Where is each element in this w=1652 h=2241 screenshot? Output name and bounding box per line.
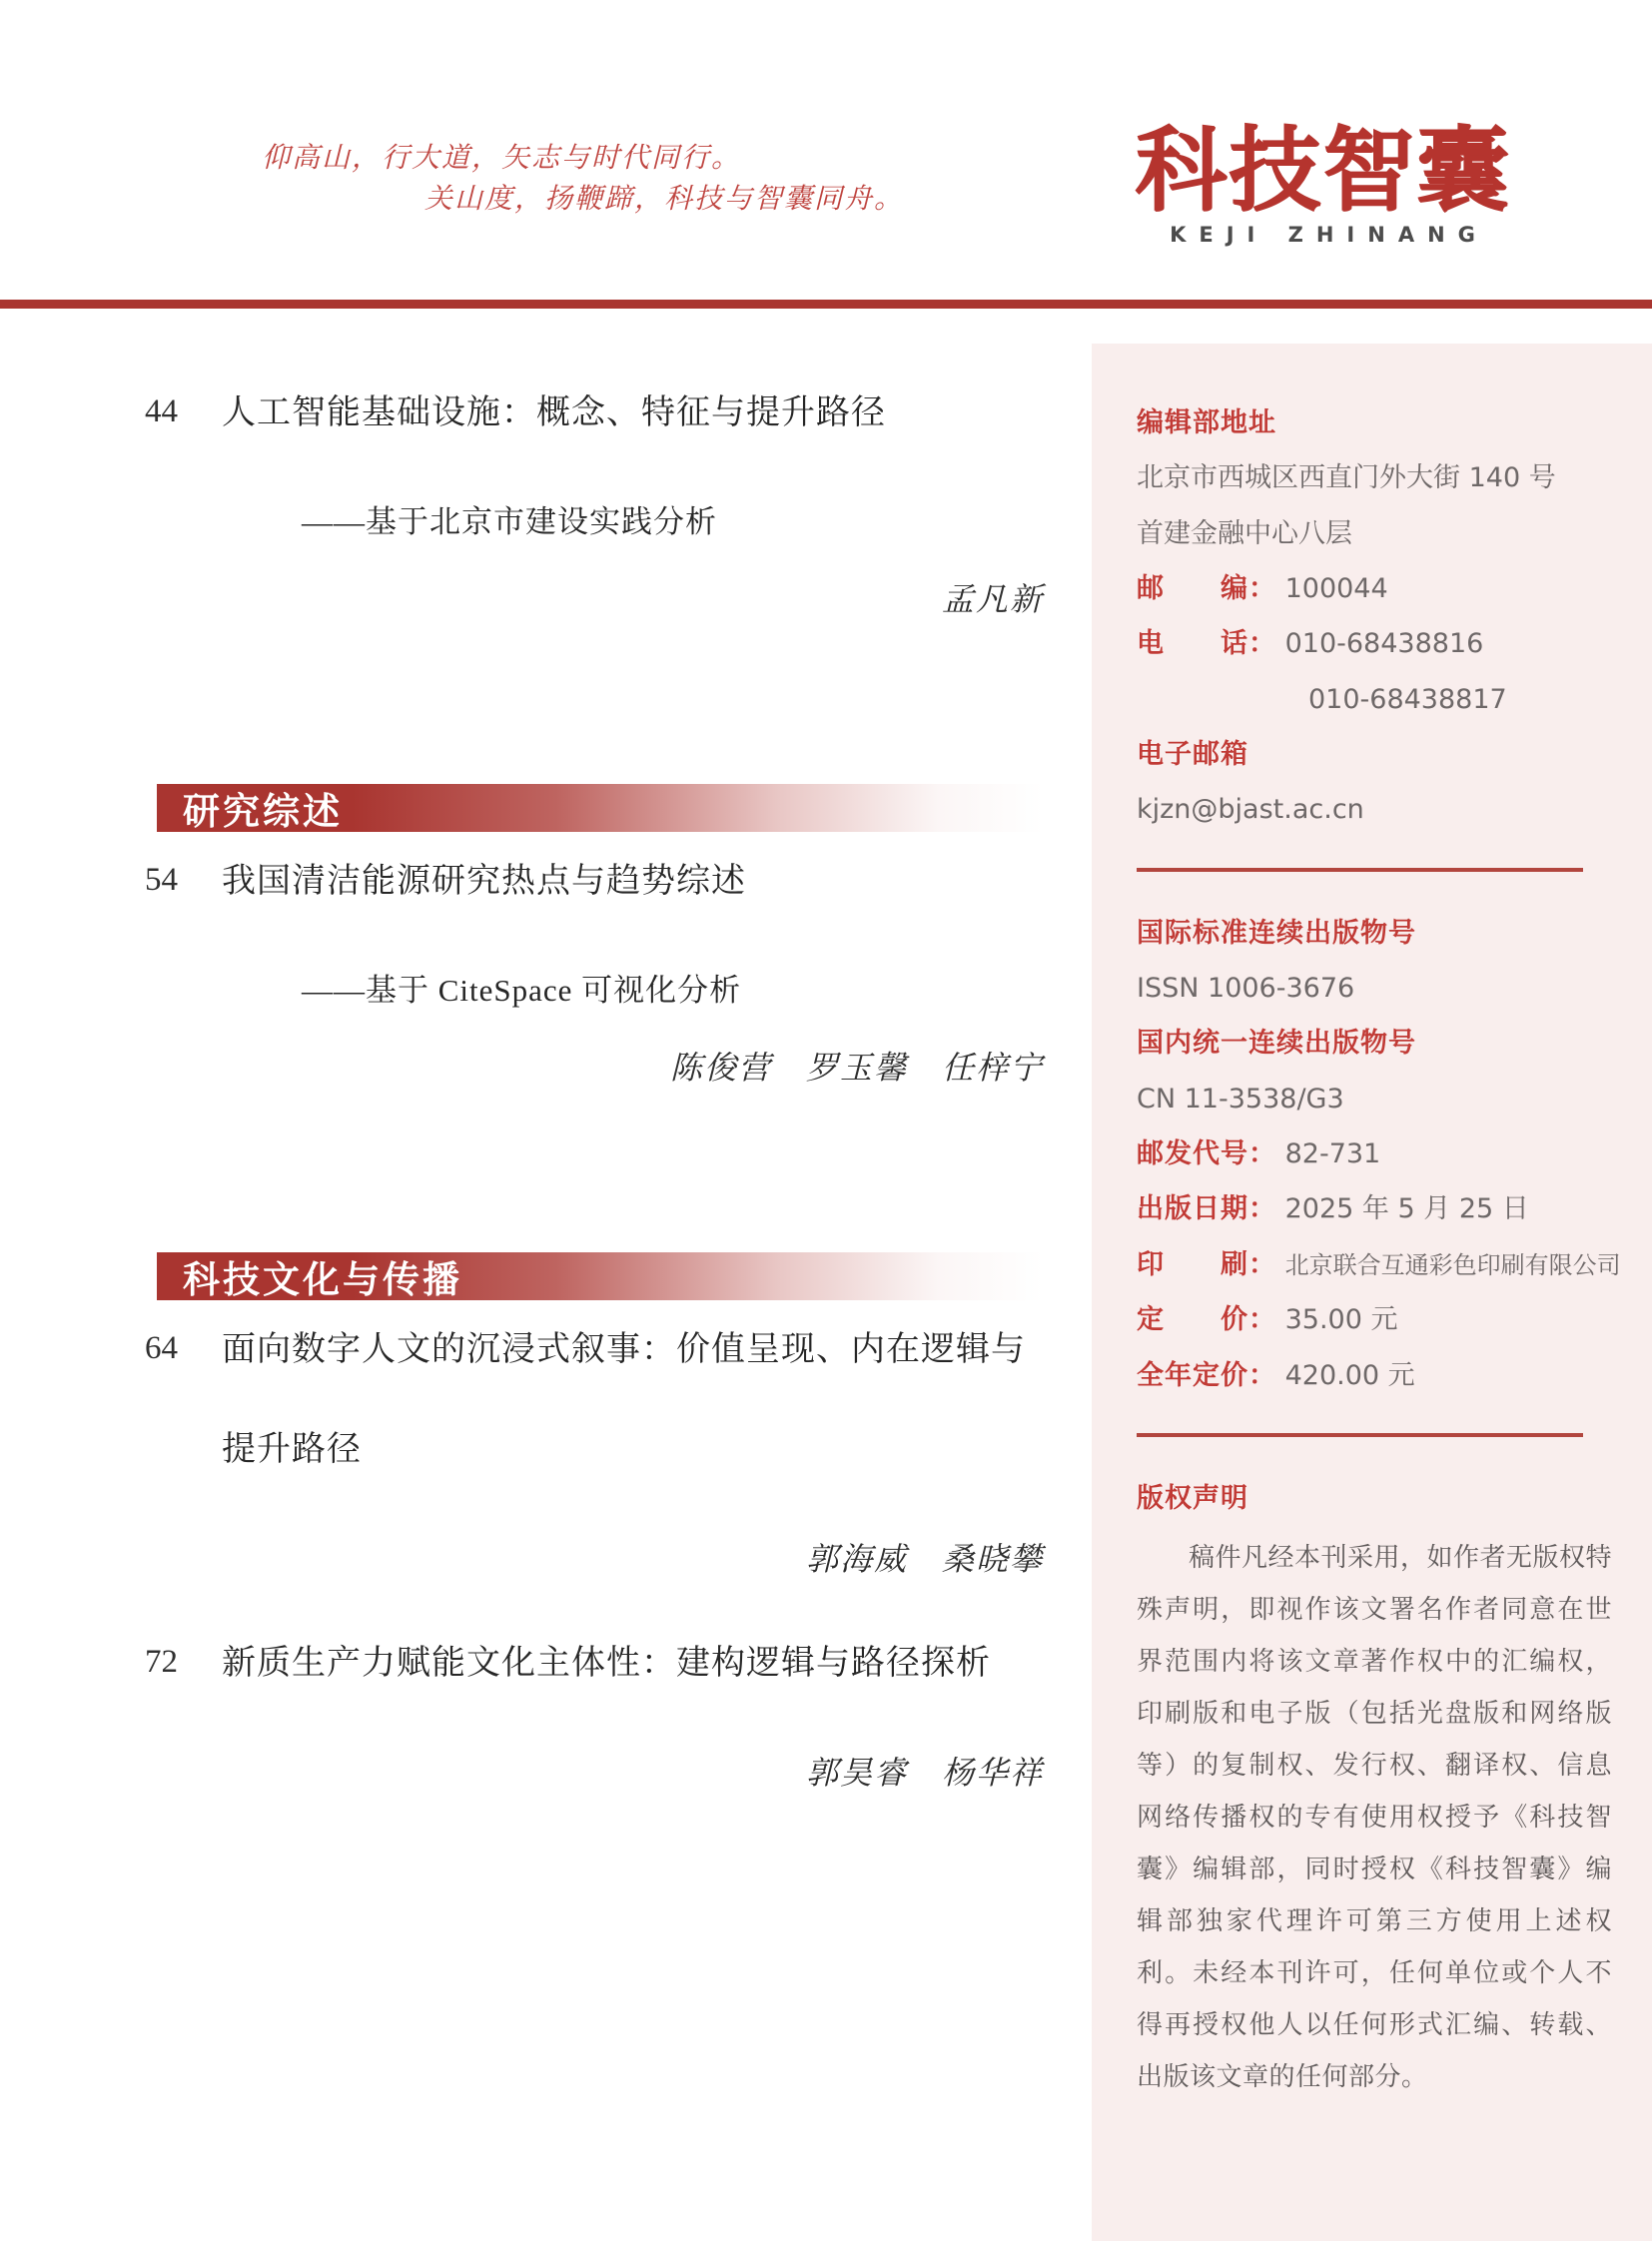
article-page-number: 64	[145, 1329, 178, 1366]
article-page-number: 72	[145, 1643, 178, 1680]
printer-row	[1137, 1237, 1621, 1292]
price-value: 35.00 元	[1284, 1304, 1398, 1336]
article-title: 新质生产力赋能文化主体性：建构逻辑与路径探析	[222, 1644, 991, 1682]
cn-value: CN 11-3538/G3	[1137, 1083, 1344, 1115]
colon: ：	[1248, 1193, 1276, 1225]
issn-label: 国际标准连续出版物号	[1137, 917, 1416, 949]
article-page-number: 44	[145, 393, 178, 429]
article-head	[145, 1300, 1044, 1501]
cn-label: 国内统一连续出版物号	[1137, 1028, 1416, 1060]
issn-value: ISSN 1006-3676	[1137, 973, 1355, 1005]
content-area	[0, 309, 1652, 2241]
toc-article-54	[145, 832, 1044, 1088]
address-line-2: 首建金融中心八层	[1137, 517, 1352, 549]
section-bar-sci-tech-culture	[157, 1252, 1044, 1300]
printer-label: 印 刷	[1137, 1248, 1248, 1280]
pub-date-label: 出版日期	[1137, 1193, 1248, 1225]
phone-value-1: 010-68438816	[1284, 628, 1484, 660]
journal-logo-title: 科技智囊	[1134, 116, 1510, 224]
email-label: 电子邮箱	[1137, 739, 1248, 771]
section-bar-label: 科技文化与传播	[183, 1257, 462, 1301]
phone-value-2: 010-68438817	[1308, 683, 1507, 715]
pub-date-row	[1137, 1181, 1612, 1236]
phone-label: 电 话	[1137, 628, 1248, 660]
slogan-line-2: 关山度，扬鞭蹄，科技与智囊同舟。	[424, 184, 905, 215]
toc-article-64	[145, 1300, 1044, 1579]
slogan-line-1: 仰高山，行大道，矢志与时代同行。	[262, 143, 742, 174]
annual-price-label: 全年定价	[1137, 1359, 1248, 1391]
printer-value: 北京联合互通彩色印刷有限公司	[1284, 1250, 1621, 1279]
postal-code-value: 82-731	[1284, 1138, 1381, 1170]
colon: ：	[1248, 1304, 1276, 1336]
article-authors: 郭昊睿 杨华祥	[805, 1755, 1044, 1792]
annual-price-row	[1137, 1348, 1612, 1403]
copyright-body: 稿件凡经本刊采用，如作者无版权特殊声明，即视作该文署名作者同意在世界范围内将该文章著作权中的汇编权，印刷版和电子版（包括光盘版和网络版等）的复制权、发行权、翻译权、信息网络传播权的专有使用权授予《科技智囊》编辑部，同时授权《科技智囊》编辑部独家代理许可第三方使用上述权利。未经本刊许可，任何单位或个人不得再授权他人以任何形式汇编、转载、出版该文章的任何部分。	[1137, 1543, 1613, 2093]
toc-article-44	[145, 364, 1044, 619]
header-rule	[0, 300, 1652, 309]
postal-code-row	[1137, 1126, 1612, 1181]
sidebar-divider	[1137, 1433, 1583, 1437]
pub-date-value: 2025 年 5 月 25 日	[1284, 1193, 1529, 1225]
journal-slogan	[262, 138, 904, 220]
postcode-row	[1137, 561, 1612, 616]
colon: ：	[1248, 1359, 1276, 1391]
article-title: 面向数字人文的沉浸式叙事：价值呈现、内在逻辑与提升路径	[222, 1330, 1026, 1469]
price-row	[1137, 1292, 1612, 1347]
article-head	[145, 1614, 1044, 1714]
email-value: kjzn@bjast.ac.cn	[1137, 794, 1364, 826]
section-bar-label: 研究综述	[183, 789, 343, 833]
article-subtitle: ——基于 CiteSpace 可视化分析	[302, 973, 742, 1009]
article-title: 人工智能基础设施：概念、特征与提升路径	[222, 394, 886, 431]
article-authors: 陈俊营 罗玉馨 任梓宁	[669, 1050, 1044, 1087]
toc-article-72	[145, 1614, 1044, 1793]
article-subtitle: ——基于北京市建设实践分析	[302, 504, 717, 540]
section-bar-research-review	[157, 784, 1044, 832]
postcode-value: 100044	[1284, 573, 1388, 605]
article-authors: 孟凡新	[941, 581, 1044, 618]
colon: ：	[1248, 1138, 1276, 1170]
journal-logo	[1134, 116, 1510, 248]
copyright-title: 版权声明	[1137, 1482, 1248, 1514]
price-label: 定 价	[1137, 1304, 1248, 1336]
phone-row	[1137, 616, 1612, 671]
page-header	[0, 0, 1652, 300]
colon: ：	[1248, 573, 1276, 605]
postcode-label: 邮 编	[1137, 573, 1248, 605]
article-page-number: 54	[145, 861, 178, 898]
article-title: 我国清洁能源研究热点与趋势综述	[222, 862, 746, 900]
postal-code-label: 邮发代号	[1137, 1138, 1248, 1170]
article-authors: 郭海威 桑晓攀	[805, 1541, 1044, 1578]
publication-info-panel	[1092, 344, 1652, 2241]
address-line-1: 北京市西城区西直门外大街 140 号	[1137, 462, 1556, 494]
colon: ：	[1248, 1248, 1276, 1280]
annual-price-value: 420.00 元	[1284, 1359, 1415, 1391]
article-head	[145, 832, 1044, 932]
address-label: 编辑部地址	[1137, 407, 1276, 438]
colon: ：	[1248, 628, 1276, 660]
article-head	[145, 364, 1044, 463]
sidebar-divider	[1137, 868, 1583, 872]
journal-logo-subtitle: KEJI ZHINANG	[1170, 223, 1488, 248]
table-of-contents	[0, 309, 1092, 1792]
